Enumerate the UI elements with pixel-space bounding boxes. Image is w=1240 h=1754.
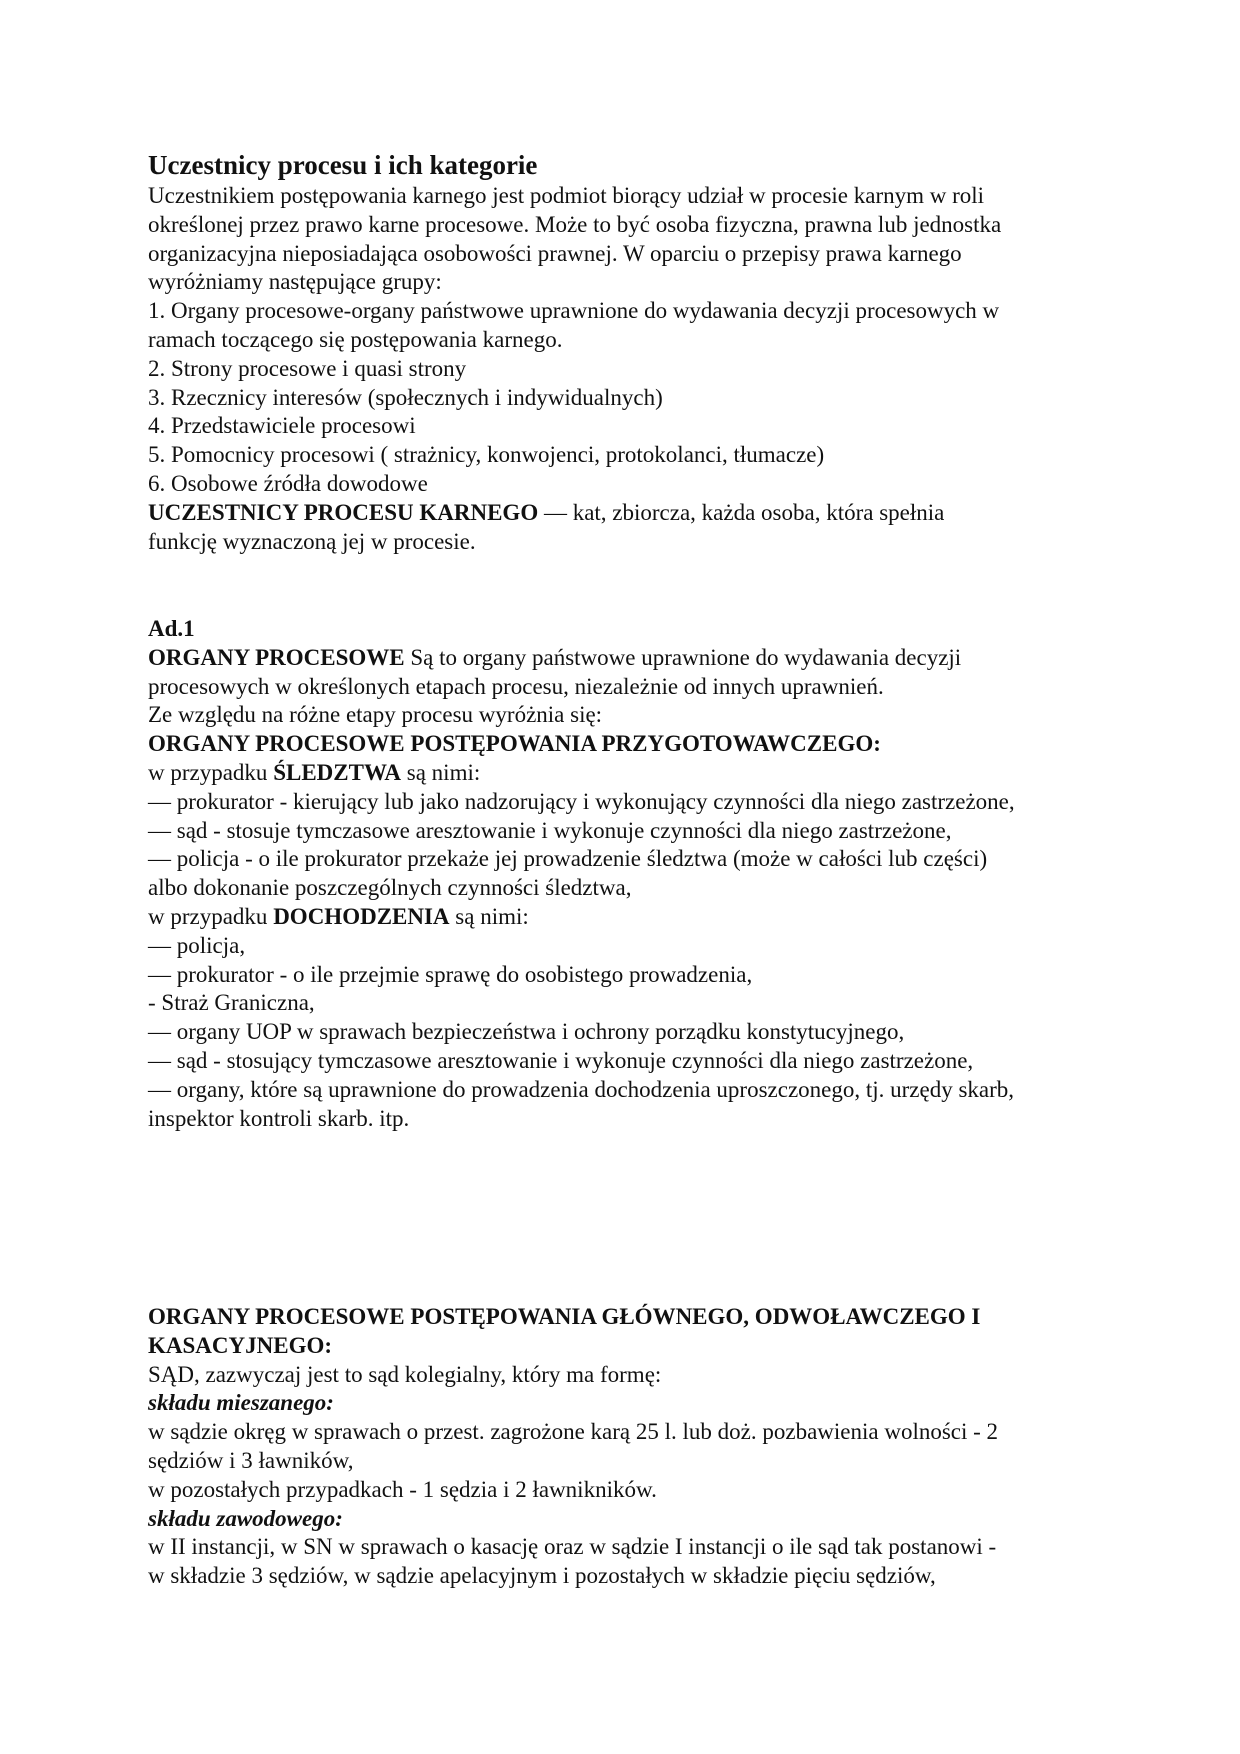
organy-term: ORGANY PROCESOWE bbox=[148, 644, 405, 670]
list-item: ramach toczącego się postępowania karnego. bbox=[148, 326, 563, 352]
list-item: — organy, które są uprawnione do prowadzenia dochodzenia uproszczonego, tj. urzędy skarb, bbox=[148, 1076, 1015, 1102]
section-main-proceedings bbox=[148, 1303, 1108, 1591]
list-item: albo dokonanie poszczególnych czynności śledztwa, bbox=[148, 875, 632, 901]
list-item: 3. Rzecznicy interesów (społecznych i indywidualnych) bbox=[148, 384, 663, 410]
list-item: w pozostałych przypadkach - 1 sędzia i 2 ławnikników. bbox=[148, 1476, 657, 1502]
section-heading: Ad.1 bbox=[148, 616, 195, 641]
list-item: — sąd - stosuje tymczasowe aresztowanie i wykonuje czynności dla niego zastrzeżone, bbox=[148, 817, 952, 843]
zawodowy-label: składu zawodowego: bbox=[148, 1505, 343, 1531]
organy-line bbox=[148, 644, 1108, 673]
definition-text: — kat, zbiorcza, każda osoba, która spełnia bbox=[538, 499, 945, 525]
list-item: w sądzie okręg w sprawach o przest. zagrożone karą 25 l. lub doż. pozbawienia wolności - 2 bbox=[148, 1419, 999, 1445]
sledztwo-prefix: w przypadku bbox=[148, 759, 274, 785]
sad-line: SĄD, zazwyczaj jest to sąd kolegialny, który ma formę: bbox=[148, 1361, 662, 1387]
list-item: 1. Organy procesowe-organy państwowe uprawnione do wydawania decyzji procesowych w bbox=[148, 298, 1000, 324]
dochodzenie-term: DOCHODZENIA bbox=[273, 903, 450, 929]
organy-line: procesowych w określonych etapach procesu, niezależnie od innych uprawnień. bbox=[148, 673, 884, 699]
intro-line: wyróżniamy następujące grupy: bbox=[148, 269, 442, 295]
list-item: w II instancji, w SN w sprawach o kasację oraz w sądzie I instancji o ile sąd tak postanowi - bbox=[148, 1534, 997, 1560]
definition-term: UCZESTNICY PROCESU KARNEGO bbox=[148, 499, 539, 525]
list-item: w składzie 3 sędziów, w sądzie apelacyjnym i pozostałych w składzie pięciu sędziów, bbox=[148, 1563, 936, 1589]
section-heading: KASACYJNEGO: bbox=[148, 1332, 333, 1358]
sledztwo-suffix: są nimi: bbox=[401, 759, 481, 785]
section-participants bbox=[148, 148, 1108, 556]
mieszany-label: składu mieszanego: bbox=[148, 1390, 334, 1416]
organy-text: Są to organy państwowe uprawnione do wydawania decyzji bbox=[404, 644, 962, 670]
definition-line bbox=[148, 499, 1108, 528]
dochodzenie-prefix: w przypadku bbox=[148, 903, 274, 929]
section-heading: ORGANY PROCESOWE POSTĘPOWANIA GŁÓWNEGO, ODWOŁAWCZEGO I bbox=[148, 1304, 981, 1329]
list-item: — sąd - stosujący tymczasowe aresztowanie i wykonuje czynności dla niego zastrzeżone, bbox=[148, 1047, 974, 1073]
subheading: ORGANY PROCESOWE POSTĘPOWANIA PRZYGOTOWAWCZEGO: bbox=[148, 731, 881, 757]
list-item: 2. Strony procesowe i quasi strony bbox=[148, 355, 467, 381]
document-title: Uczestnicy procesu i ich kategorie bbox=[148, 150, 538, 180]
list-item: - Straż Graniczna, bbox=[148, 990, 315, 1016]
list-item: — prokurator - kierujący lub jako nadzorujący i wykonujący czynności dla niego zastrzeżone, bbox=[148, 788, 1015, 814]
list-item: — policja, bbox=[148, 932, 246, 958]
list-item: — policja - o ile prokurator przekaże jej prowadzenie śledztwa (może w całości lub części) bbox=[148, 846, 988, 872]
etapy-line: Ze względu na różne etapy procesu wyróżnia się: bbox=[148, 702, 603, 728]
list-item: — organy UOP w sprawach bezpieczeństwa i ochrony porządku konstytucyjnego, bbox=[148, 1019, 905, 1045]
section-ad1 bbox=[148, 615, 1108, 1133]
list-item: 5. Pomocnicy procesowi ( strażnicy, konwojenci, protokolanci, tłumacze) bbox=[148, 442, 825, 468]
list-item: 6. Osobowe źródła dowodowe bbox=[148, 470, 428, 496]
list-item: inspektor kontroli skarb. itp. bbox=[148, 1105, 410, 1131]
list-item: sędziów i 3 ławników, bbox=[148, 1447, 354, 1473]
dochodzenie-line bbox=[148, 903, 1108, 932]
list-item: — prokurator - o ile przejmie sprawę do osobistego prowadzenia, bbox=[148, 961, 753, 987]
intro-line: określonej przez prawo karne procesowe. Może to być osoba fizyczna, prawna lub jednostka bbox=[148, 211, 1002, 237]
definition-line: funkcję wyznaczoną jej w procesie. bbox=[148, 528, 476, 554]
sledztwo-term: ŚLEDZTWA bbox=[273, 759, 402, 785]
dochodzenie-suffix: są nimi: bbox=[449, 903, 529, 929]
intro-line: organizacyjna nieposiadająca osobowości prawnej. W oparciu o przepisy prawa karnego bbox=[148, 240, 962, 266]
list-item: 4. Przedstawiciele procesowi bbox=[148, 413, 416, 439]
sledztwo-line bbox=[148, 759, 1108, 788]
intro-line: Uczestnikiem postępowania karnego jest podmiot biorący udział w procesie karnym w roli bbox=[148, 183, 985, 208]
